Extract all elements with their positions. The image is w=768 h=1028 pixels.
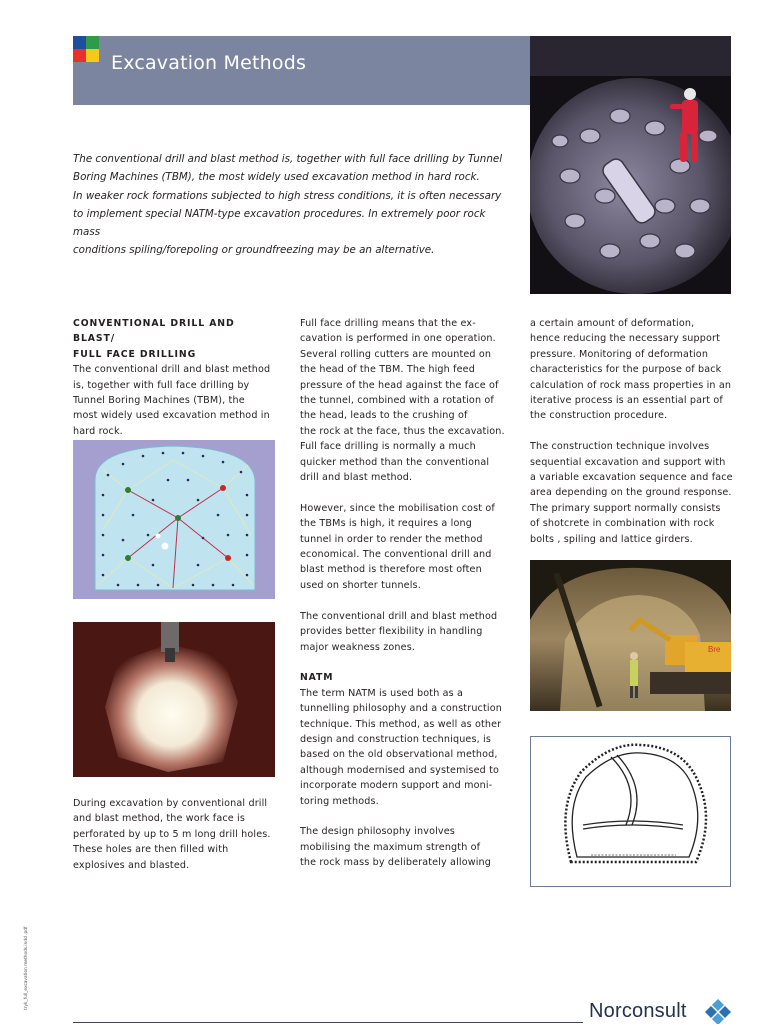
color-squares-logo — [73, 36, 99, 62]
intro-line: conditions spiling/forepoling or groundfreezing may be an alternative. — [73, 244, 435, 257]
text-line: bolts , spiling and lattice girders. — [530, 533, 693, 545]
paragraph — [300, 609, 508, 655]
text-line: the head, leads to the crushing of — [300, 410, 468, 422]
text-line: These holes are then filled with — [73, 844, 229, 856]
text-line: although modernised and systemised to — [300, 764, 499, 776]
drill-photo-caption — [73, 796, 278, 873]
paragraph — [300, 316, 508, 485]
text-line: major weakness zones. — [300, 641, 416, 653]
paragraph — [300, 501, 508, 593]
illuminated-drill-face-photo — [73, 622, 275, 777]
text-line: The term NATM is used both as a — [300, 687, 464, 699]
text-line: perforated by up to 5 m long drill holes. — [73, 828, 271, 840]
text-line: a certain amount of deformation, — [530, 318, 695, 329]
text-line: Full face drilling is normally a much — [300, 441, 476, 453]
text-line: pressure. Monitoring of deformation — [530, 348, 709, 360]
text-line: mobilising the maximum strength of — [300, 841, 481, 853]
text-line: the construction procedure. — [530, 410, 668, 422]
text-line: and blast method, the work face is — [73, 813, 245, 825]
page-title: Excavation Methods — [111, 52, 307, 74]
text-line: drill and blast method. — [300, 472, 413, 484]
text-line: provides better flexibility in handling — [300, 626, 483, 638]
text-line: the rock mass by deliberately allowing — [300, 857, 492, 869]
text-line: The primary support normally consists — [530, 502, 721, 514]
text-line: of shotcrete in combination with rock — [530, 518, 715, 530]
footer-rule — [73, 1022, 583, 1023]
norconsult-diamond-logo — [704, 998, 732, 1024]
intro-line: In weaker rock formations subjected to high stress conditions, it is often necessary — [73, 189, 502, 202]
text-line: economical. The conventional drill and — [300, 549, 492, 561]
text-line: hence reducing the necessary support — [530, 333, 720, 345]
section-heading: FULL FACE DRILLING — [73, 348, 197, 360]
intro-line: to implement special NATM-type excavation procedures. In extremely poor rock mass — [73, 207, 486, 239]
text-line: cavation is performed in one operation. — [300, 333, 496, 345]
text-line: characteristics for the purpose of back — [530, 364, 722, 376]
text-line: Full face drilling means that the ex- — [300, 318, 476, 329]
text-line: The construction technique involves — [530, 441, 710, 453]
paragraph — [300, 824, 508, 870]
side-file-name: tryk_full_excavation methods.indd .pdf — [24, 926, 29, 1010]
paragraph — [530, 439, 735, 547]
paragraph — [530, 316, 735, 424]
text-line: explosives and blasted. — [73, 859, 190, 871]
text-line: During excavation by conventional drill — [73, 798, 268, 809]
intro-paragraph — [73, 150, 503, 260]
text-line: Tunnel Boring Machines (TBM), the — [73, 395, 245, 407]
tbm-cutterhead-photo — [530, 36, 731, 294]
brand-name: Norconsult — [589, 1000, 687, 1022]
text-line: tunnelling philosophy and a construction — [300, 703, 502, 715]
text-line: the TBMs is high, it requires a long — [300, 518, 472, 530]
text-line: hard rock. — [73, 425, 123, 437]
natm-continued-section — [530, 316, 735, 562]
intro-line: The conventional drill and blast method is, together with full face drilling by Tunnel — [73, 153, 503, 165]
text-line: The conventional drill and blast method — [300, 610, 498, 622]
natm-excavation-sequence-drawing — [530, 736, 731, 887]
section-heading: CONVENTIONAL DRILL AND BLAST/ — [73, 318, 235, 345]
text-line: Several rolling cutters are mounted on — [300, 348, 492, 360]
text-line: calculation of rock mass properties in an — [530, 379, 732, 391]
text-line: the head of the TBM. The high feed — [300, 364, 475, 376]
text-line: tunnel in order to render the method — [300, 533, 483, 545]
text-line: The conventional drill and blast method — [73, 364, 271, 376]
text-line: toring methods. — [300, 795, 379, 807]
text-line: pressure of the head against the face of — [300, 379, 499, 391]
text-line: is, together with full face drilling by — [73, 379, 250, 391]
section-heading: NATM — [300, 672, 334, 684]
text-line: most widely used excavation method in — [73, 410, 270, 422]
paragraph — [300, 670, 508, 809]
full-face-drilling-section — [300, 316, 508, 886]
text-line: a variable excavation sequence and face — [530, 472, 733, 484]
text-line: iterative process is an essential part of — [530, 395, 723, 407]
text-line: blast method is therefore most often — [300, 564, 482, 576]
text-line: technique. This method, as well as other — [300, 718, 502, 730]
text-line: design and construction techniques, is — [300, 733, 491, 745]
machine-brand-label: Bre — [708, 645, 721, 654]
text-line: area depending on the ground response. — [530, 487, 732, 499]
text-line: the rock at the face, thus the excavation. — [300, 425, 505, 437]
text-line: incorporate modern support and moni- — [300, 780, 493, 792]
text-line: the tunnel, combined with a rotation of — [300, 395, 494, 407]
text-line: based on the old observational method, — [300, 749, 498, 761]
text-line: used on shorter tunnels. — [300, 579, 421, 591]
drill-blast-section — [73, 316, 278, 439]
blast-hole-pattern-diagram — [73, 440, 275, 599]
intro-line: Boring Machines (TBM), the most widely used excavation method in hard rock. — [73, 171, 480, 184]
text-line: quicker method than the conventional — [300, 456, 490, 468]
text-line: sequential excavation and support with — [530, 456, 726, 468]
text-line: However, since the mobilisation cost of — [300, 502, 495, 514]
text-line: The design philosophy involves — [300, 826, 455, 838]
tunnel-excavator-photo — [530, 560, 731, 711]
